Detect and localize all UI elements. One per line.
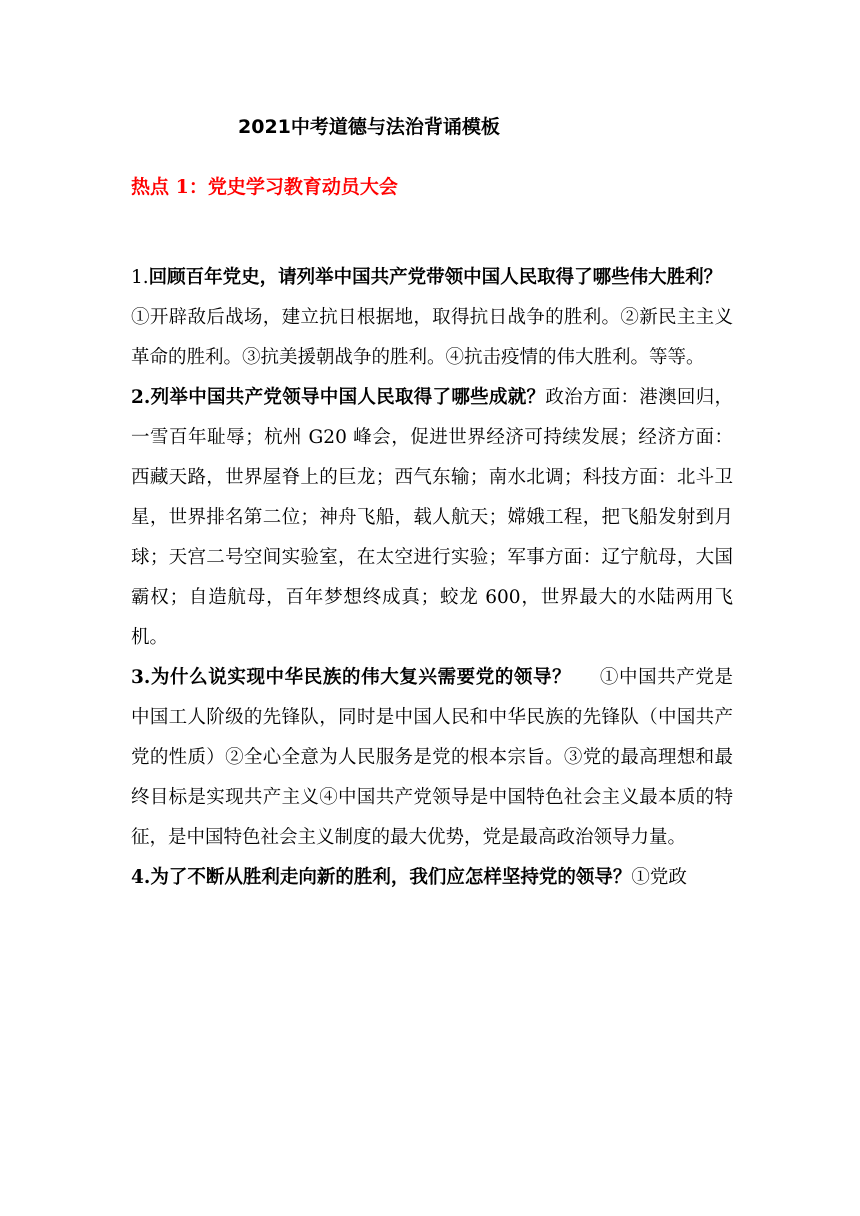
question-text: 为什么说实现中华民族的伟大复兴需要党的领导？: [150, 667, 572, 688]
question-text: 为了不断从胜利走向新的胜利，我们应怎样坚持党的领导？: [150, 867, 632, 888]
question-number: 1.: [131, 267, 149, 288]
answer-text-2: 政治方面：港澳回归，一雪百年耻辱；杭州 G20 峰会，促进世界经济可持续发展；经济方面：西藏天路，世界屋脊上的巨龙；西气东输；南水北调；科技方面：北斗卫星，世界排名第二位；神舟飞船，载人航天；嫦娥工程，把飞船发射到月球；天宫二号空间实验室，在太空进行实验；军事方面：辽宁航母，大国霸权；自造航母，百年梦想终成真；蛟龙 600，世界最大的水陆两用飞机。: [131, 387, 733, 648]
question-number: 3.: [131, 667, 151, 688]
hotspot-heading: 热点 1：党史学习教育动员大会: [131, 176, 398, 198]
answer-text-3: ①中国共产党是中国工人阶级的先锋队，同时是中国人民和中华民族的先锋队（中国共产党的性质）②全心全意为人民服务是党的根本宗旨。③党的最高理想和最终目标是实现共产主义④中国共产党领导是中国特色社会主义最本质的特征，是中国特色社会主义制度的最大优势，党是最高政治领导力量。: [131, 667, 733, 848]
answer-text-4: ①党政: [631, 867, 687, 888]
question-item-3: [131, 658, 733, 858]
question-text: 列举中国共产党领导中国人民取得了哪些成就？: [150, 387, 546, 408]
answer-text-1: ①开辟敌后战场，建立抗日根据地，取得抗日战争的胜利。②新民主主义革命的胜利。③抗美援朝战争的胜利。④抗击疫情的伟大胜利。等等。: [131, 307, 733, 368]
question-item-4: [131, 858, 733, 898]
question-item-1: [131, 258, 733, 298]
question-number: 4.: [131, 867, 151, 888]
question-text: 回顾百年党史，请列举中国共产党带领中国人民取得了哪些伟大胜利？: [148, 267, 723, 288]
question-item-2: [131, 378, 733, 658]
document-title: 2021中考道德与法治背诵模板: [238, 116, 500, 138]
question-number: 2.: [131, 387, 151, 408]
document-body: [131, 258, 733, 898]
